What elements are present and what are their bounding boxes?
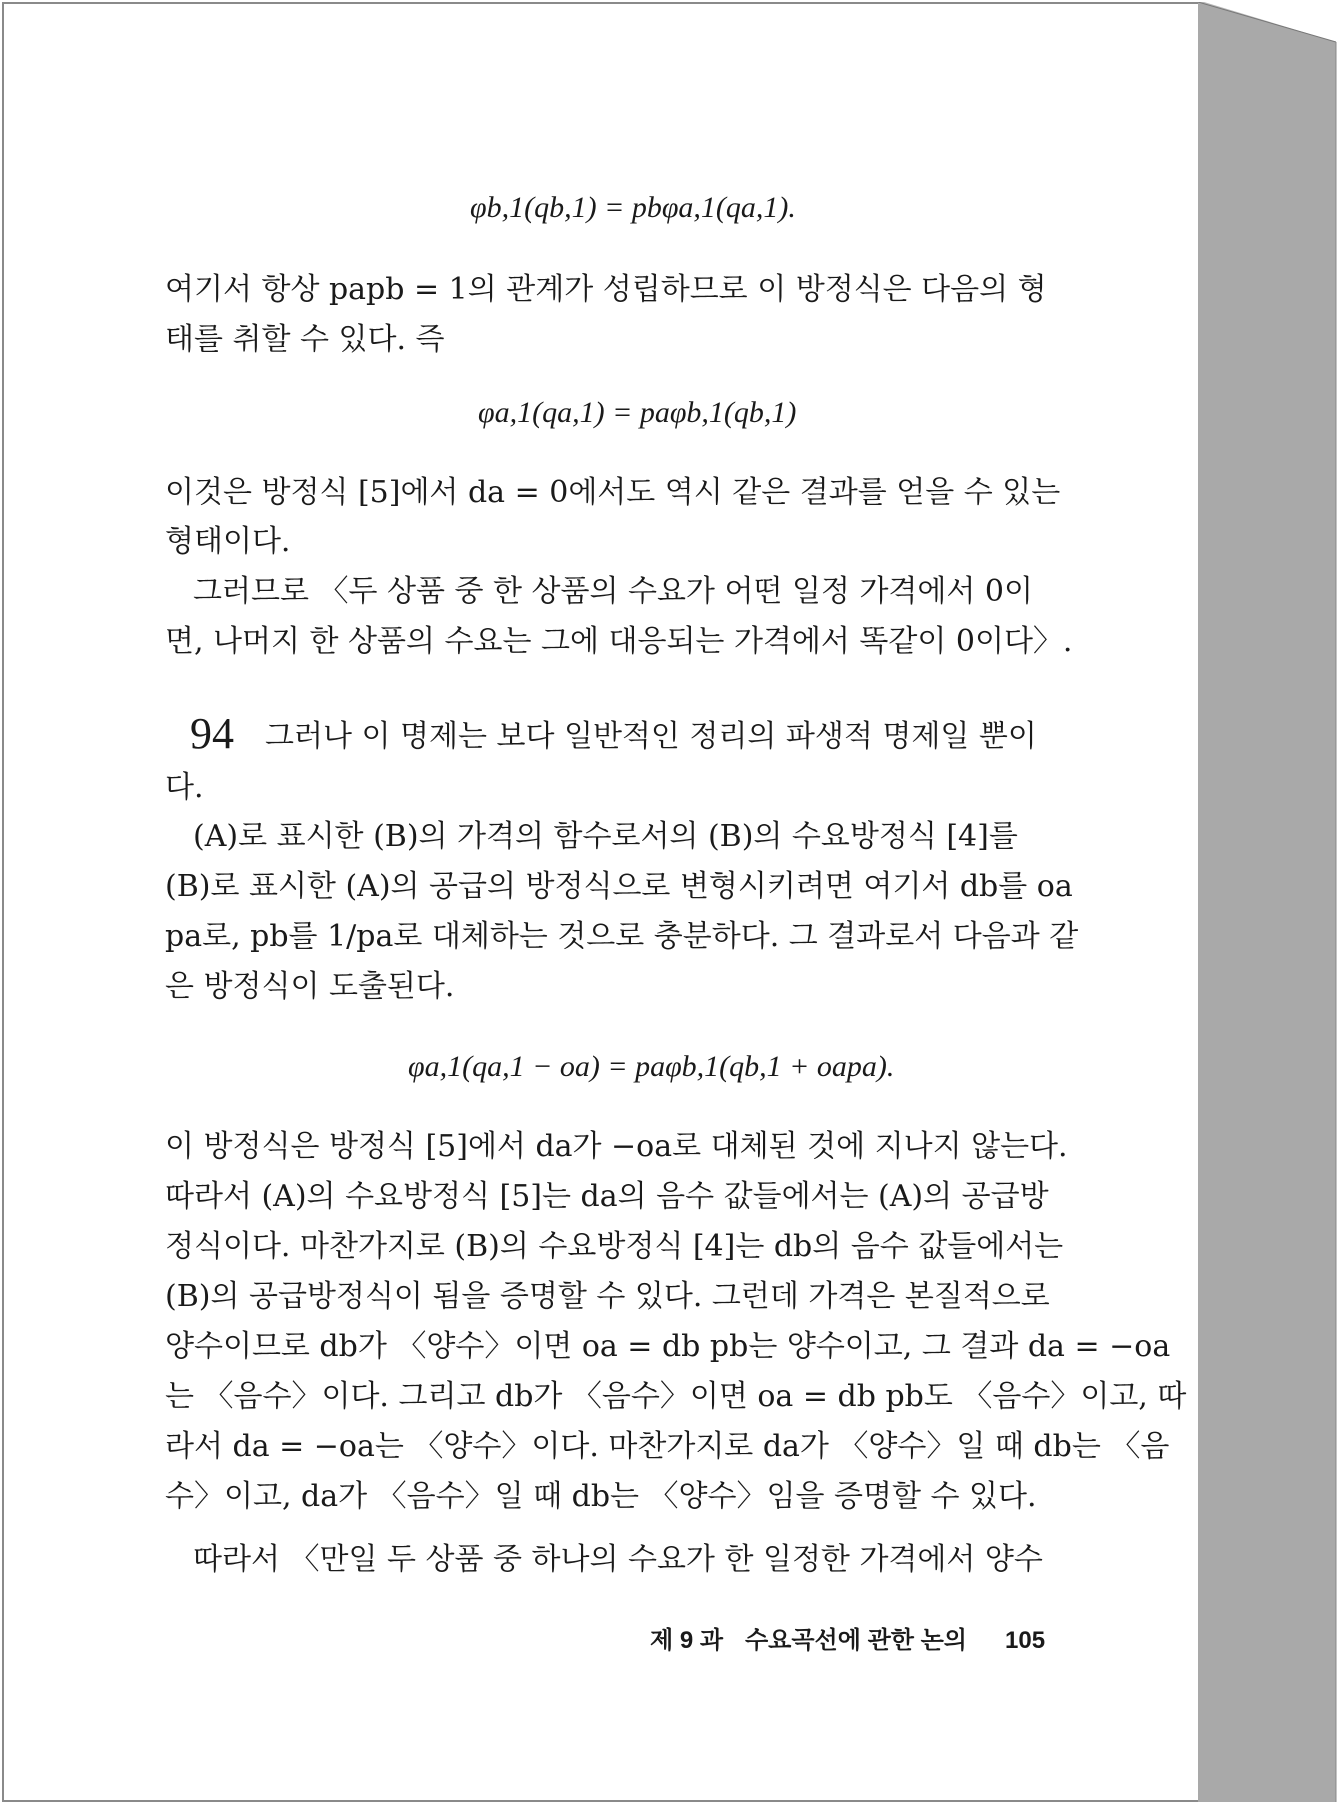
text-line: 그러므로 〈두 상품 중 한 상품의 수요가 어떤 일정 가격에서 0이 [193, 574, 1033, 609]
text-line: 양수이므로 db가 〈양수〉이면 oa = db pb는 양수이고, 그 결과 da = −oa [165, 1329, 1171, 1364]
text-line: 태를 취할 수 있다. 즉 [165, 322, 445, 357]
text-line: 는 〈음수〉이다. 그리고 db가 〈음수〉이면 oa = db pb도 〈음수〉이고, 따 [165, 1379, 1187, 1414]
text-line: 정식이다. 마찬가지로 (B)의 수요방정식 [4]는 db의 음수 값들에서는 [165, 1229, 1064, 1264]
text-line: 형태이다. [165, 524, 291, 559]
text-line: 라서 da = −oa는 〈양수〉이다. 마찬가지로 da가 〈양수〉일 때 db는 〈음 [165, 1429, 1170, 1464]
section-number: 94 [190, 709, 234, 758]
footer-title: 수요곡선에 관한 논의 [745, 1627, 967, 1654]
text-line: 다. [165, 770, 204, 805]
text-line: 여기서 항상 papb = 1의 관계가 성립하므로 이 방정식은 다음의 형 [165, 272, 1047, 307]
text-line: pa로, pb를 1/pa로 대체하는 것으로 충분하다. 그 결과로서 다음과 같 [165, 919, 1079, 954]
text-line: 면, 나머지 한 상품의 수요는 그에 대응되는 가격에서 똑같이 0이다〉. [165, 624, 1073, 659]
text-line: 따라서 (A)의 수요방정식 [5]는 da의 음수 값들에서는 (A)의 공급방 [165, 1179, 1049, 1214]
text-line: 따라서 〈만일 두 상품 중 하나의 수요가 한 일정한 가격에서 양수 [193, 1542, 1043, 1577]
text-line: 수〉이고, da가 〈음수〉일 때 db는 〈양수〉임을 증명할 수 있다. [165, 1479, 1037, 1514]
text-line: 은 방정식이 도출된다. [165, 969, 455, 1004]
text-line: 그러나 이 명제는 보다 일반적인 정리의 파생적 명제일 뿐이 [265, 719, 1037, 754]
text-line: 이것은 방정식 [5]에서 da = 0에서도 역시 같은 결과를 얻을 수 있는 [165, 475, 1061, 510]
equation-2: φa,1(qa,1) = paφb,1(qb,1) [478, 396, 797, 429]
equation-3: φa,1(qa,1 − oa) = paφb,1(qb,1 + oapa). [408, 1050, 895, 1083]
equation-1: φb,1(qb,1) = pbφa,1(qa,1). [470, 191, 796, 224]
footer-chapter: 제 9 과 [650, 1627, 724, 1654]
page-stack-spine [1198, 2, 1338, 1802]
page-number: 105 [1005, 1627, 1046, 1654]
text-line: 이 방정식은 방정식 [5]에서 da가 −oa로 대체된 것에 지나지 않는다. [165, 1129, 1068, 1164]
text-line: (B)로 표시한 (A)의 공급의 방정식으로 변형시키려면 여기서 db를 oa [165, 869, 1073, 904]
text-line: (B)의 공급방정식이 됨을 증명할 수 있다. 그런데 가격은 본질적으로 [165, 1279, 1050, 1314]
text-line: (A)로 표시한 (B)의 가격의 함수로서의 (B)의 수요방정식 [4]를 [193, 819, 1018, 854]
